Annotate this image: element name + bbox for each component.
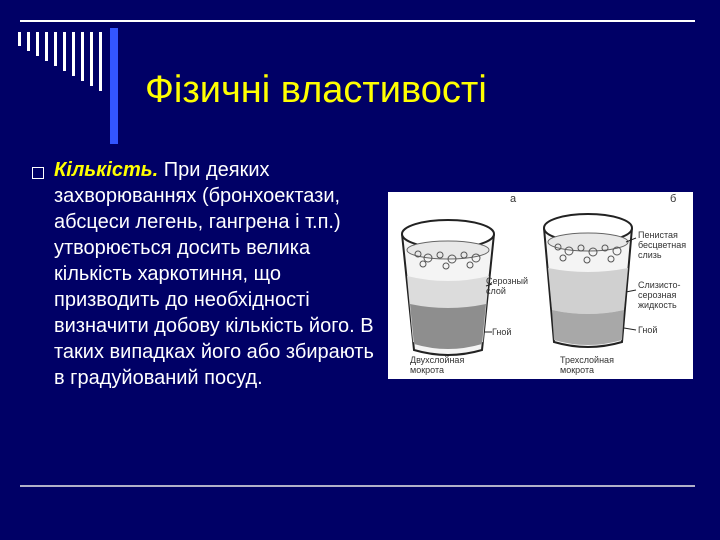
decorative-stripe xyxy=(54,32,57,66)
decorative-stripe xyxy=(18,32,21,46)
glass-a xyxy=(402,220,494,355)
b-layer-top-label: Пенистая бесцветная слизь xyxy=(638,230,687,260)
a-layer-top-label: Серозный слой xyxy=(486,276,529,296)
b-layer-bottom-label: Гной xyxy=(638,325,658,335)
panel-b-letter: б xyxy=(670,193,677,205)
bullet-marker-icon xyxy=(32,167,44,179)
b-caption: Трехслойная мокрота xyxy=(560,355,614,375)
panel-a-letter: а xyxy=(510,193,517,205)
decorative-stripes xyxy=(0,0,130,150)
decorative-stripe xyxy=(81,32,84,81)
bullet-paragraph xyxy=(54,157,374,391)
a-layer-bottom-label: Гной xyxy=(492,327,512,337)
decorative-stripe xyxy=(45,32,48,61)
decorative-stripe xyxy=(99,32,102,91)
decorative-stripe xyxy=(72,32,75,76)
glass-b xyxy=(544,214,636,347)
b-layer-mid-label: Слизисто- серозная жидкость xyxy=(638,280,681,310)
decorative-stripe xyxy=(36,32,39,56)
sputum-glasses-figure xyxy=(388,192,693,379)
bullet-keyword: Кількість. xyxy=(54,159,159,181)
decorative-stripe xyxy=(63,32,66,71)
slide-title: Фізичні властивості xyxy=(145,69,487,111)
decorative-stripe xyxy=(27,32,30,51)
bottom-divider xyxy=(20,485,695,487)
a-caption: Двухслойная мокрота xyxy=(410,355,465,375)
decorative-stripe xyxy=(90,32,93,86)
bullet-text: При деяких захворюваннях (бронхоектази, абсцеси легень, гангрена і т.п.) утворюється досить велика кількість харкотиння, що призводить до необхідності визначити добову кількість його. В таких випадках його або збирають в градуйований посуд. xyxy=(54,159,374,389)
